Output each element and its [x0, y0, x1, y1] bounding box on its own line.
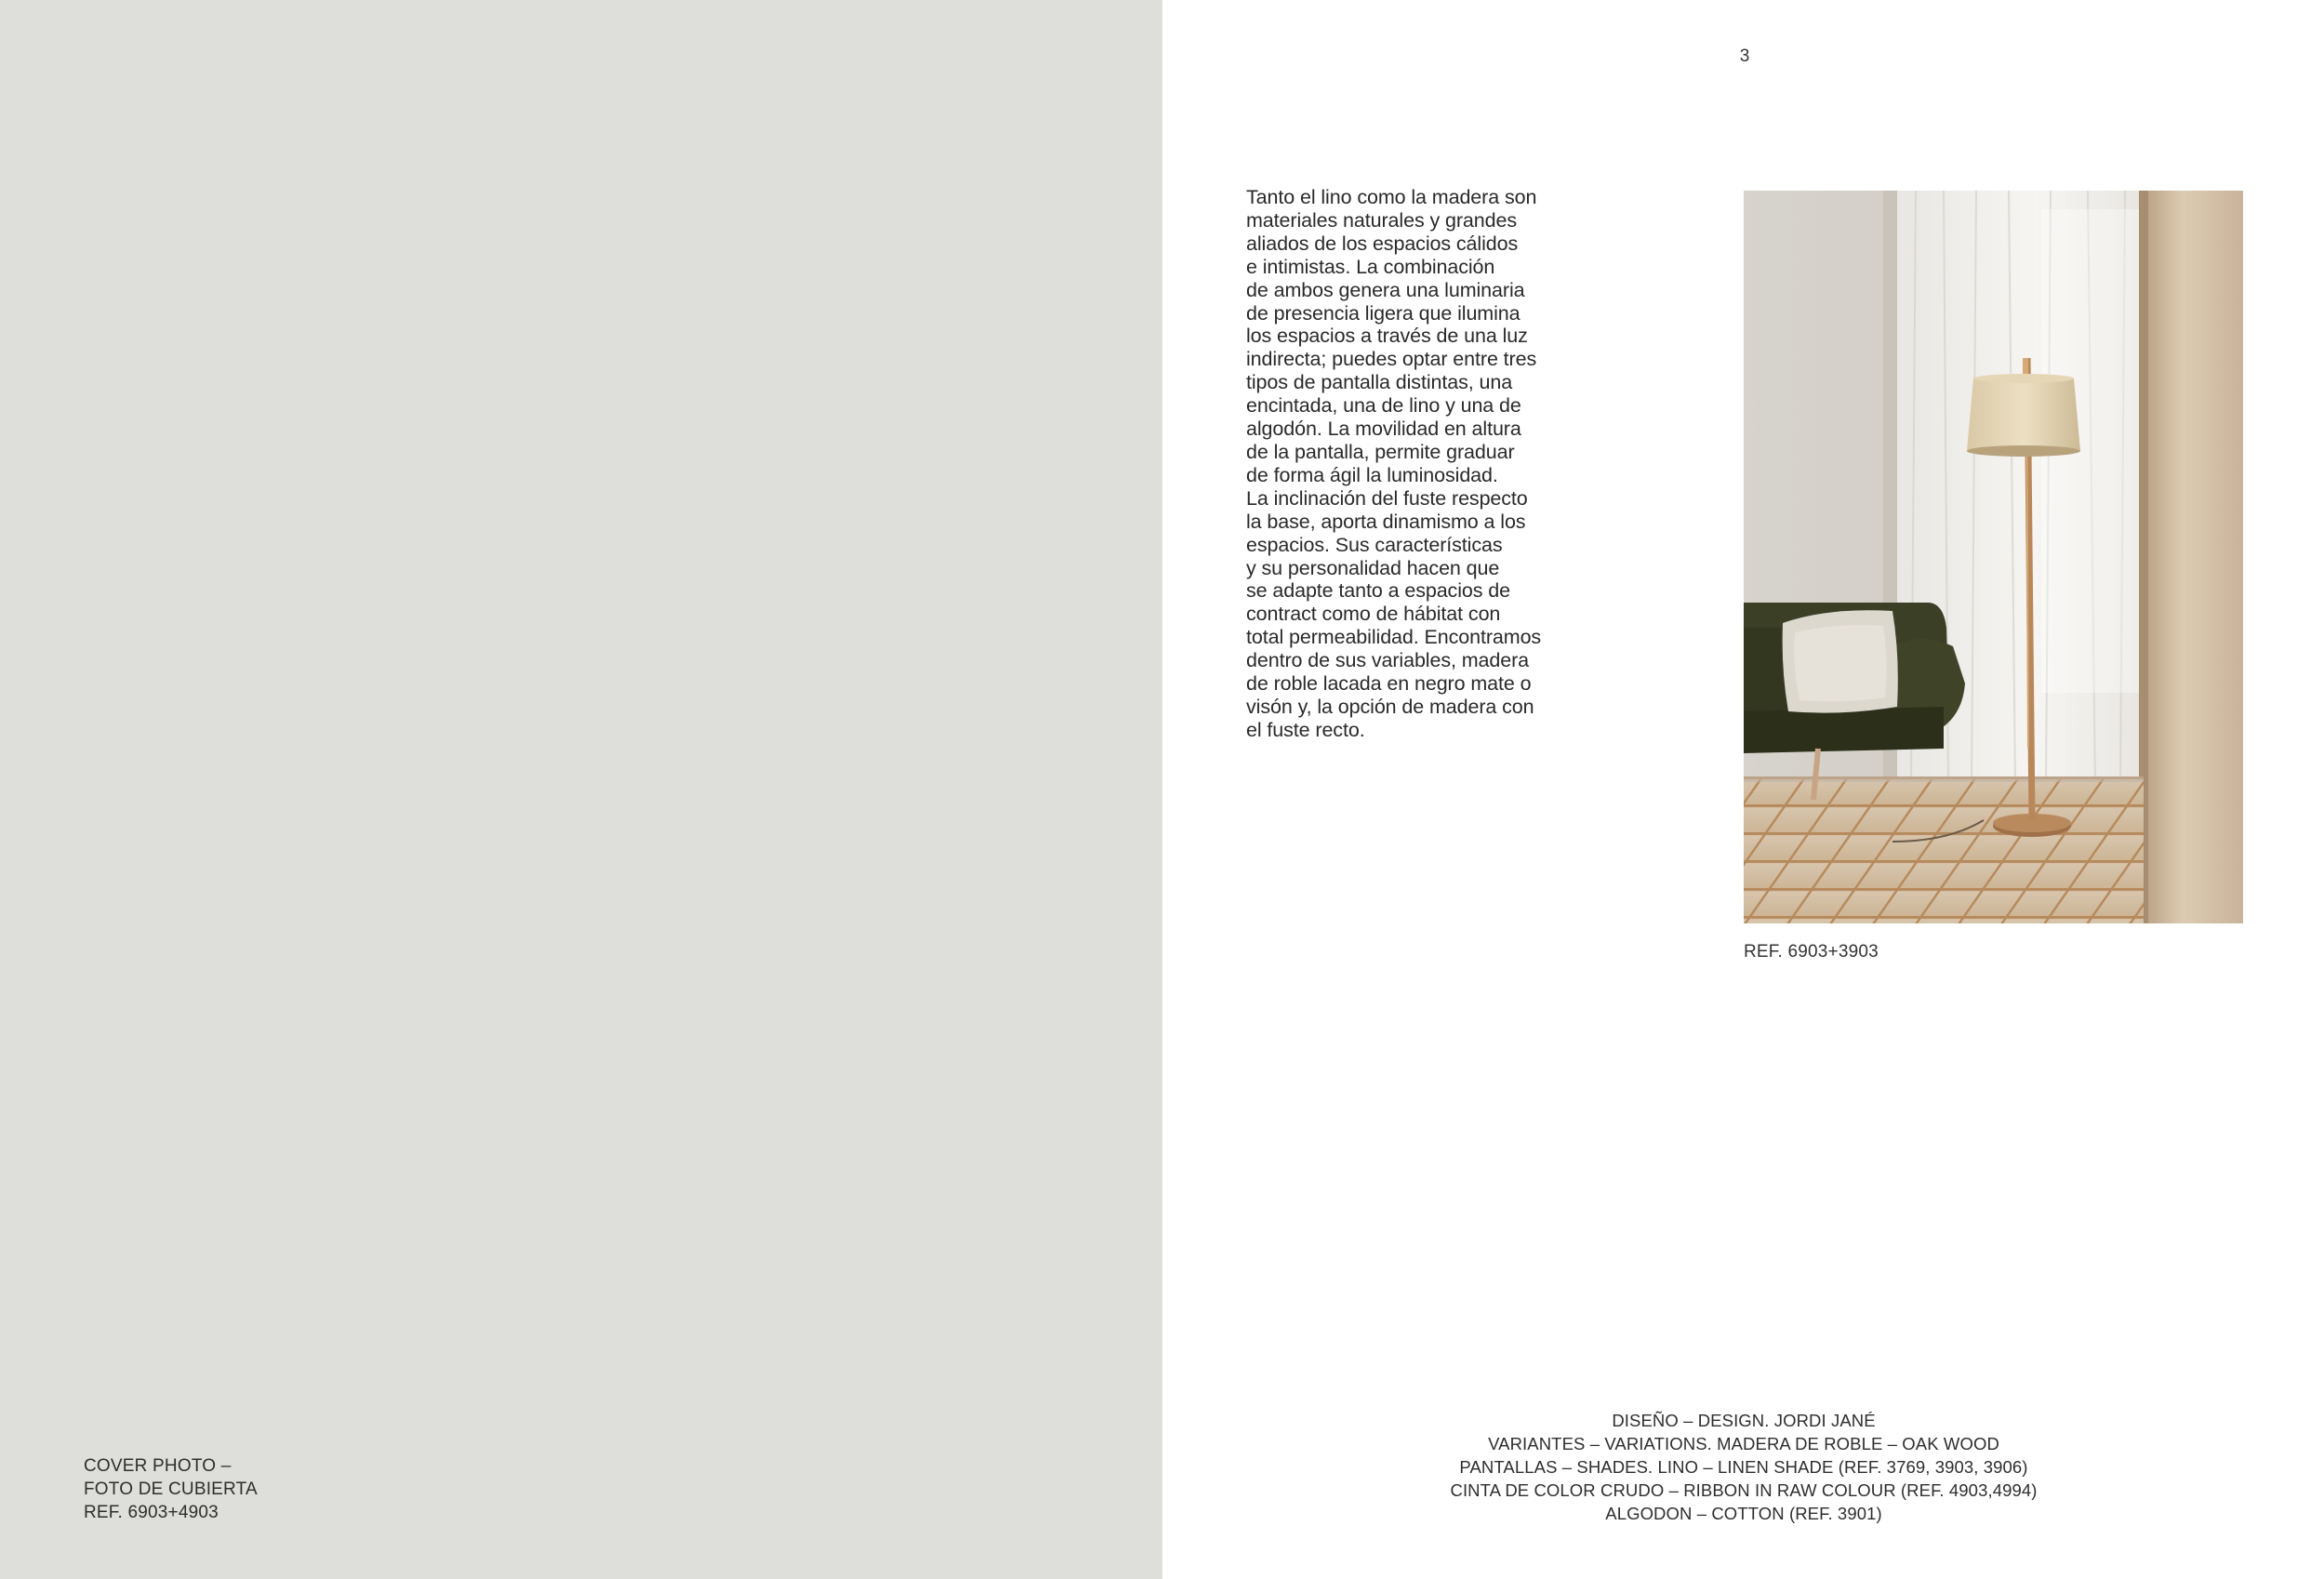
credits-line-ribbon: CINTA DE COLOR CRUDO – RIBBON IN RAW COLOUR (REF. 4903,4994) [1450, 1480, 2038, 1500]
cover-caption-line: COVER PHOTO – [84, 1456, 232, 1476]
cover-caption-line: REF. 6903+4903 [84, 1503, 219, 1522]
photo-reference-caption: REF. 6903+3903 [1744, 942, 1879, 962]
cover-caption-line: FOTO DE CUBIERTA [84, 1479, 258, 1499]
product-photo-floor-lamp [1744, 191, 2243, 923]
cover-photo-caption [84, 1454, 258, 1524]
body-paragraph: Tanto el lino como la madera son materiales naturales y grandes aliados de los espacios cálidos e intimistas. La combinación de ambos genera una luminaria de presencia ligera que ilumina los espacios a través de una luz indirecta; puedes optar entre tres tipos de pantalla distintas, una encintada, una de lino y una de algodón. La movilidad en altura de la pantalla, permite graduar de forma ágil la luminosidad. La inclinación del fuste respecto la base, aporta dinamismo a los espacios. Sus características y su personalidad hacen que se adapte tanto a espacios de contract como de hábitat con total permeabilidad. Encontramos dentro de sus variables, madera de roble lacada en negro mate o visón y, la opción de madera con el fuste recto. [1246, 186, 1542, 741]
credits-line-cotton: ALGODON – COTTON (REF. 3901) [1605, 1504, 1882, 1523]
credits-line-design: DISEÑO – DESIGN. JORDI JANÉ [1612, 1411, 1876, 1430]
credits-line-shades: PANTALLAS – SHADES. LINO – LINEN SHADE (REF. 3769, 3903, 3906) [1459, 1457, 2028, 1477]
credits-block [1348, 1409, 2139, 1525]
page-number: 3 [1739, 46, 1750, 66]
credits-line-variations: VARIANTES – VARIATIONS. MADERA DE ROBLE – OAK WOOD [1488, 1434, 1999, 1453]
